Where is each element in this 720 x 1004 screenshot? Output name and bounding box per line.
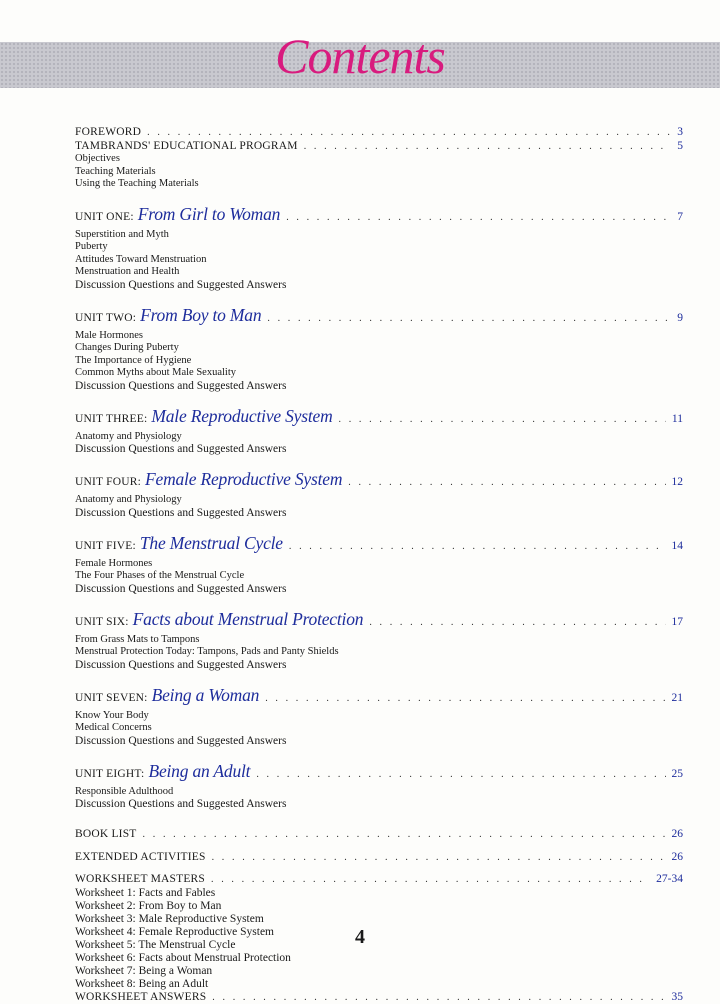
toc-entry-unit[interactable] [75, 684, 683, 710]
unit-title: From Girl to Woman [138, 203, 280, 225]
unit-title: Being an Adult [148, 760, 250, 782]
toc-entry-unit[interactable] [75, 532, 683, 558]
toc-subitem: The Four Phases of the Menstrual Cycle [75, 570, 683, 583]
dot-leader [212, 852, 666, 865]
toc-subitem: Menstrual Protection Today: Tampons, Pads and Panty Shields [75, 646, 683, 659]
toc-page-number: 25 [672, 763, 684, 785]
toc-label: WORKSHEET MASTERS [75, 873, 205, 886]
dot-leader [256, 764, 665, 786]
unit-title: The Menstrual Cycle [140, 532, 283, 554]
unit-label: UNIT SIX: [75, 611, 129, 633]
toc-discussion: Discussion Questions and Suggested Answers [75, 279, 683, 292]
dot-leader [147, 127, 671, 140]
toc-subitem: Anatomy and Physiology [75, 431, 683, 444]
table-of-contents [75, 126, 683, 1004]
toc-entry-unit[interactable] [75, 760, 683, 786]
toc-unit-seven [75, 684, 683, 748]
toc-subitem: Anatomy and Physiology [75, 494, 683, 507]
toc-discussion: Discussion Questions and Suggested Answers [75, 659, 683, 672]
toc-subitem: Changes During Puberty [75, 342, 683, 355]
dot-leader [369, 612, 665, 634]
toc-unit-six [75, 608, 683, 672]
toc-page-number: 17 [672, 611, 684, 633]
unit-title: Facts about Menstrual Protection [133, 608, 364, 630]
worksheet-item: Worksheet 7: Being a Woman [75, 965, 683, 978]
toc-subitem: Attitudes Toward Menstruation [75, 254, 683, 267]
toc-unit-two [75, 304, 683, 393]
toc-subitem: Male Hormones [75, 330, 683, 343]
toc-entry-worksheet-answers[interactable] [75, 991, 683, 1004]
unit-title: Male Reproductive System [151, 405, 332, 427]
toc-page-number: 12 [672, 471, 684, 493]
dot-leader [348, 472, 665, 494]
dot-leader [143, 829, 666, 842]
toc-subitem: Objectives [75, 153, 683, 166]
page-number: 4 [0, 926, 720, 949]
dot-leader [212, 992, 665, 1004]
toc-page-number: 35 [672, 991, 684, 1004]
toc-page-number: 27-34 [656, 873, 683, 886]
dot-leader [289, 536, 666, 558]
unit-label: UNIT SEVEN: [75, 687, 148, 709]
toc-subitem: Superstition and Myth [75, 229, 683, 242]
worksheet-item: Worksheet 1: Facts and Fables [75, 887, 683, 900]
toc-subitem: Know Your Body [75, 710, 683, 723]
toc-discussion: Discussion Questions and Suggested Answers [75, 735, 683, 748]
toc-subitem: Female Hormones [75, 558, 683, 571]
toc-entry-worksheet-masters[interactable] [75, 873, 683, 887]
toc-entry-unit[interactable] [75, 468, 683, 494]
toc-subitem: Responsible Adulthood [75, 786, 683, 799]
toc-discussion: Discussion Questions and Suggested Answers [75, 507, 683, 520]
worksheet-item: Worksheet 2: From Boy to Man [75, 900, 683, 913]
toc-page-number: 9 [677, 307, 683, 329]
dot-leader [265, 688, 665, 710]
toc-page-number: 11 [672, 408, 683, 430]
worksheet-item: Worksheet 8: Being an Adult [75, 978, 683, 991]
dot-leader [304, 141, 672, 154]
unit-title: From Boy to Man [140, 304, 261, 326]
dot-leader [211, 874, 650, 887]
toc-subitem: Puberty [75, 241, 683, 254]
toc-unit-one [75, 203, 683, 292]
toc-unit-five [75, 532, 683, 596]
toc-entry-unit[interactable] [75, 203, 683, 229]
toc-subitem: Using the Teaching Materials [75, 178, 683, 191]
toc-entry-book-list[interactable] [75, 828, 683, 842]
toc-subitem: From Grass Mats to Tampons [75, 634, 683, 647]
dot-leader [286, 207, 671, 229]
unit-label: UNIT FIVE: [75, 535, 136, 557]
unit-label: UNIT TWO: [75, 307, 136, 329]
toc-label: FOREWORD [75, 126, 141, 139]
toc-entry-unit[interactable] [75, 405, 683, 431]
unit-label: UNIT ONE: [75, 206, 134, 228]
toc-entry-unit[interactable] [75, 608, 683, 634]
worksheet-item: Worksheet 6: Facts about Menstrual Protection [75, 952, 683, 965]
toc-entry-program[interactable] [75, 140, 683, 154]
toc-discussion: Discussion Questions and Suggested Answers [75, 798, 683, 811]
toc-page-number: 5 [677, 140, 683, 153]
toc-subitem: The Importance of Hygiene [75, 355, 683, 368]
toc-subitem: Teaching Materials [75, 166, 683, 179]
toc-discussion: Discussion Questions and Suggested Answers [75, 380, 683, 393]
toc-unit-four [75, 468, 683, 520]
toc-entry-extended-activities[interactable] [75, 851, 683, 865]
worksheet-item: Worksheet 4: Female Reproductive System [75, 926, 683, 939]
toc-page-number: 26 [672, 851, 684, 864]
worksheet-item: Worksheet 3: Male Reproductive System [75, 913, 683, 926]
toc-subitem: Common Myths about Male Sexuality [75, 367, 683, 380]
toc-subitem: Menstruation and Health [75, 266, 683, 279]
toc-unit-three [75, 405, 683, 457]
toc-label: WORKSHEET ANSWERS [75, 991, 206, 1004]
toc-page-number: 26 [672, 828, 684, 841]
toc-label: TAMBRANDS' EDUCATIONAL PROGRAM [75, 140, 298, 153]
toc-label: BOOK LIST [75, 828, 137, 841]
toc-unit-eight [75, 760, 683, 812]
unit-label: UNIT EIGHT: [75, 763, 144, 785]
toc-entry-unit[interactable] [75, 304, 683, 330]
toc-discussion: Discussion Questions and Suggested Answers [75, 443, 683, 456]
unit-title: Being a Woman [152, 684, 260, 706]
toc-label: EXTENDED ACTIVITIES [75, 851, 206, 864]
worksheet-item: Worksheet 5: The Menstrual Cycle [75, 939, 683, 952]
dot-leader [339, 409, 666, 431]
toc-page-number: 7 [677, 206, 683, 228]
toc-subitem: Medical Concerns [75, 722, 683, 735]
toc-page-number: 21 [672, 687, 684, 709]
unit-label: UNIT FOUR: [75, 471, 141, 493]
dot-leader [267, 308, 671, 330]
toc-discussion: Discussion Questions and Suggested Answers [75, 583, 683, 596]
unit-label: UNIT THREE: [75, 408, 147, 430]
unit-title: Female Reproductive System [145, 468, 342, 490]
page-title: Contents [0, 26, 720, 86]
toc-page-number: 14 [672, 535, 684, 557]
toc-page-number: 3 [677, 126, 683, 139]
toc-entry-foreword[interactable] [75, 126, 683, 140]
